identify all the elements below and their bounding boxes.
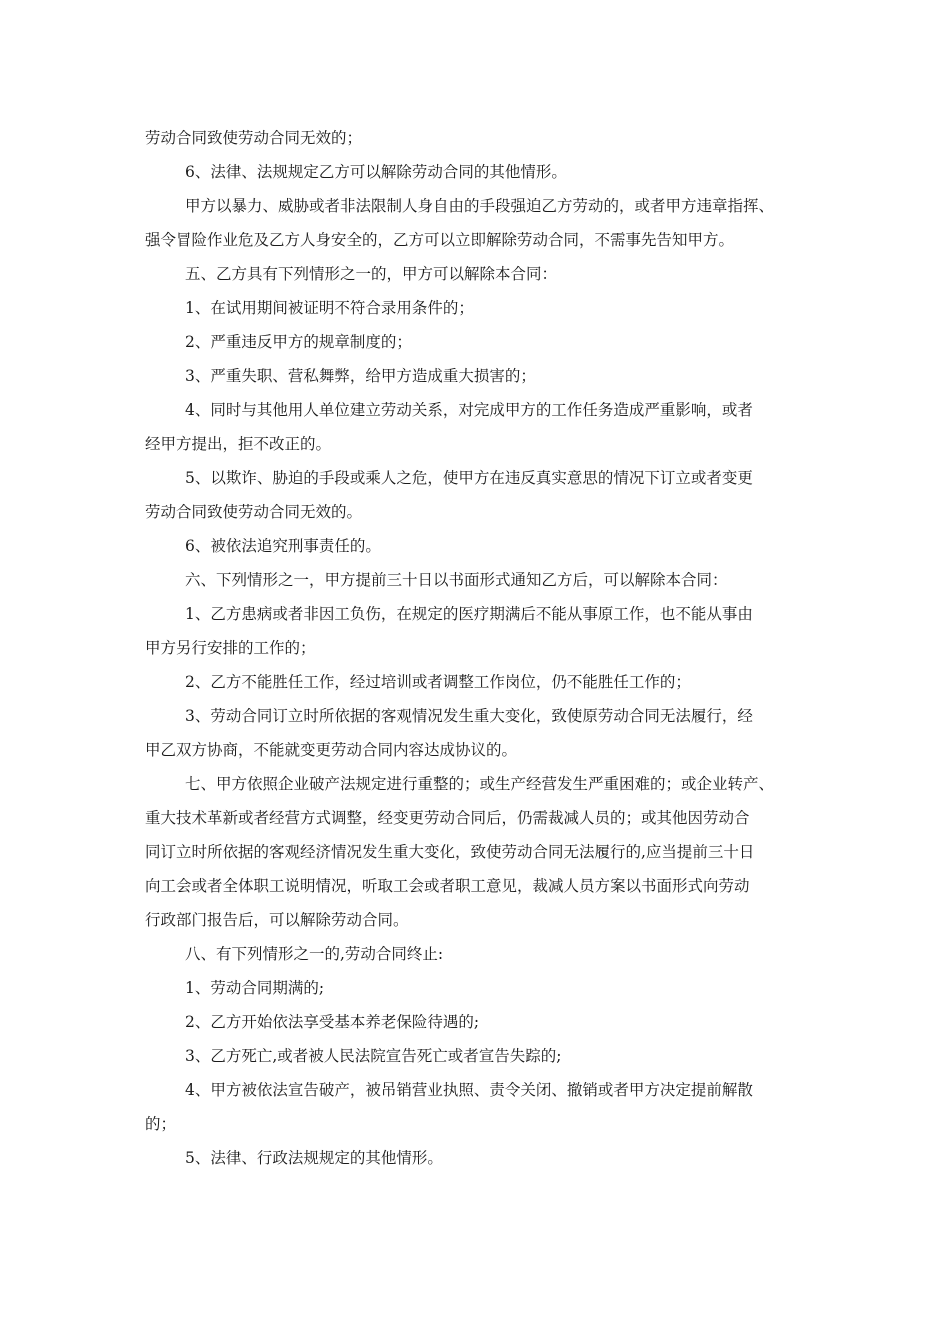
text-line: 甲方另行安排的工作的； [145,639,316,657]
list-item: 6、被依法追究刑事责任的。 [185,537,381,555]
text-line: 行政部门报告后，可以解除劳动合同。 [145,911,409,929]
text-line: 重大技术革新或者经营方式调整，经变更劳动合同后，仍需裁减人员的；或其他因劳动合 [145,809,750,827]
section-heading: 五、乙方具有下列情形之一的，甲方可以解除本合同： [185,265,558,283]
list-item: 4、同时与其他用人单位建立劳动关系，对完成甲方的工作任务造成严重影响，或者 [185,401,753,419]
list-item: 1、劳动合同期满的; [185,979,325,997]
text-line: 劳动合同致使劳动合同无效的； [145,129,363,147]
list-item: 1、乙方患病或者非因工负伤，在规定的医疗期满后不能从事原工作，也不能从事由 [185,605,753,623]
list-item: 3、劳动合同订立时所依据的客观情况发生重大变化，致使原劳动合同无法履行，经 [185,707,753,725]
list-item: 2、严重违反甲方的规章制度的； [185,333,412,351]
list-item: 2、乙方不能胜任工作，经过培训或者调整工作岗位，仍不能胜任工作的； [185,673,691,691]
text-line: 强令冒险作业危及乙方人身安全的，乙方可以立即解除劳动合同，不需事先告知甲方。 [145,231,735,249]
document-body [145,121,810,1175]
section-heading: 六、下列情形之一，甲方提前三十日以书面形式通知乙方后，可以解除本合同： [185,571,728,589]
list-item: 3、严重失职、营私舞弊，给甲方造成重大损害的； [185,367,536,385]
list-item: 5、法律、行政法规规定的其他情形。 [185,1149,443,1167]
section-heading: 八、有下列情形之一的,劳动合同终止: [185,945,444,963]
text-line: 劳动合同致使劳动合同无效的。 [145,503,363,521]
text-line: 甲方以暴力、威胁或者非法限制人身自由的手段强迫乙方劳动的，或者甲方违章指挥、 [185,197,775,215]
list-item: 4、甲方被依法宣告破产，被吊销营业执照、责令关闭、撤销或者甲方决定提前解散 [185,1081,753,1099]
text-line: 同订立时所依据的客观经济情况发生重大变化，致使劳动合同无法履行的,应当提前三十日 [145,843,755,861]
paragraph-block [145,121,810,1175]
text-line: 甲乙双方协商，不能就变更劳动合同内容达成协议的。 [145,741,518,759]
text-line: 6、法律、法规规定乙方可以解除劳动合同的其他情形。 [185,163,567,181]
list-item: 5、以欺诈、胁迫的手段或乘人之危，使甲方在违反真实意思的情况下订立或者变更 [185,469,753,487]
section-heading: 七、甲方依照企业破产法规定进行重整的；或生产经营发生严重困难的；或企业转产、 [185,775,775,793]
text-line: 的； [145,1115,177,1133]
list-item: 1、在试用期间被证明不符合录用条件的； [185,299,474,317]
text-line: 向工会或者全体职工说明情况，听取工会或者职工意见，裁减人员方案以书面形式向劳动 [145,877,750,895]
list-item: 2、乙方开始依法享受基本养老保险待遇的; [185,1013,480,1031]
text-line: 经甲方提出，拒不改正的。 [145,435,332,453]
list-item: 3、乙方死亡,或者被人民法院宣告死亡或者宣告失踪的; [185,1047,562,1065]
